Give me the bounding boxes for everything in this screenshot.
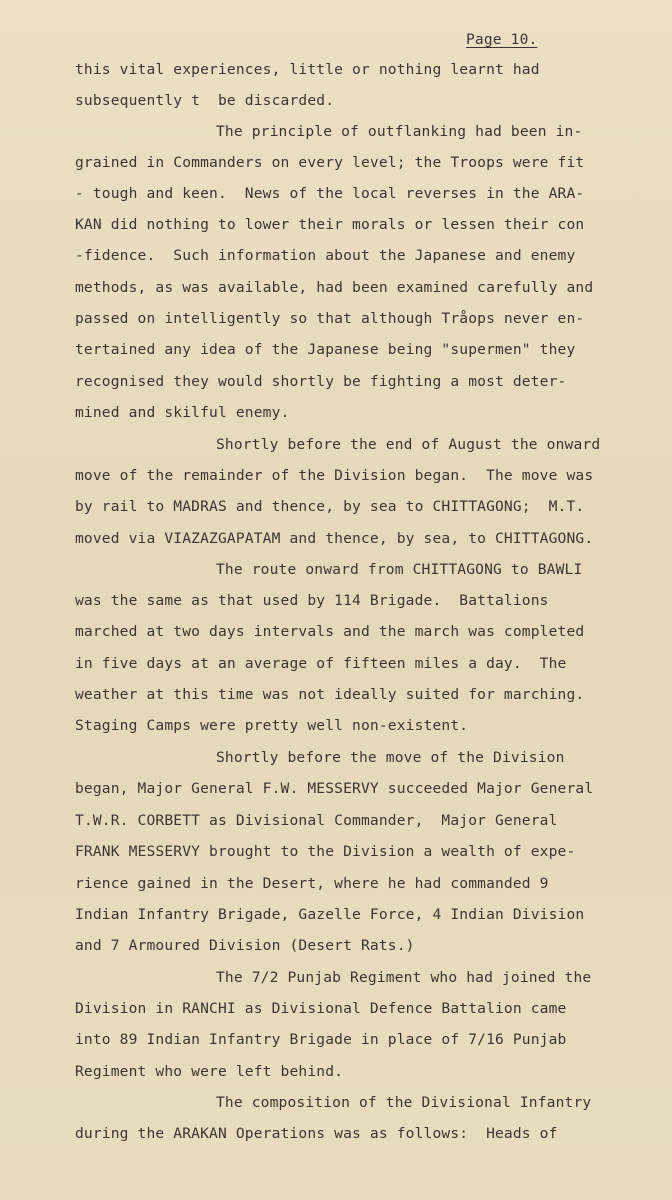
text-line: marched at two days intervals and the march was completed xyxy=(75,623,585,640)
text-line: KAN did nothing to lower their morals or lessen their con xyxy=(75,216,585,233)
text-line: The composition of the Divisional Infantry xyxy=(216,1094,592,1111)
text-line: recognised they would shortly be fighting a most deter- xyxy=(75,373,567,390)
text-line: Staging Camps were pretty well non-existent. xyxy=(75,717,469,734)
text-line: Indian Infantry Brigade, Gazelle Force, 4 Indian Division xyxy=(75,906,585,923)
text-line: The route onward from CHITTAGONG to BAWLI xyxy=(216,561,583,578)
text-line: weather at this time was not ideally suited for marching. xyxy=(75,686,585,703)
text-line: Shortly before the end of August the onward xyxy=(216,436,601,453)
text-line: The 7/2 Punjab Regiment who had joined the xyxy=(216,969,592,986)
text-line: subsequently t be discarded. xyxy=(75,92,335,109)
text-line: and 7 Armoured Division (Desert Rats.) xyxy=(75,937,415,954)
text-line: during the ARAKAN Operations was as follows: Heads of xyxy=(75,1125,558,1142)
text-line: - tough and keen. News of the local reverses in the ARA- xyxy=(75,185,585,202)
text-line: Division in RANCHI as Divisional Defence Battalion came xyxy=(75,1000,567,1017)
text-line: into 89 Indian Infantry Brigade in place of 7/16 Punjab xyxy=(75,1031,567,1048)
text-line: T.W.R. CORBETT as Divisional Commander, Major General xyxy=(75,812,558,829)
text-line: this vital experiences, little or nothing learnt had xyxy=(75,61,540,78)
text-line: Regiment who were left behind. xyxy=(75,1063,344,1080)
text-line: was the same as that used by 114 Brigade. Battalions xyxy=(75,592,549,609)
text-line: The principle of outflanking had been in- xyxy=(216,123,583,140)
text-line: rience gained in the Desert, where he had commanded 9 xyxy=(75,875,549,892)
text-line: Shortly before the move of the Division xyxy=(216,749,565,766)
text-line: by rail to MADRAS and thence, by sea to CHITTAGONG; M.T. xyxy=(75,498,585,515)
text-line: passed on intelligently so that although Tråops never en- xyxy=(75,310,585,327)
text-line: move of the remainder of the Division began. The move was xyxy=(75,467,594,484)
text-line: -fidence. Such information about the Japanese and enemy xyxy=(75,247,576,264)
text-line: in five days at an average of fifteen miles a day. The xyxy=(75,655,567,672)
text-line: grained in Commanders on every level; the Troops were fit xyxy=(75,154,585,171)
text-line: began, Major General F.W. MESSERVY succeeded Major General xyxy=(75,780,594,797)
text-line: methods, as was available, had been examined carefully and xyxy=(75,279,594,296)
text-line: moved via VIAZAZGAPATAM and thence, by sea, to CHITTAGONG. xyxy=(75,530,594,547)
text-line: tertained any idea of the Japanese being "supermen" they xyxy=(75,341,576,358)
text-line: mined and skilful enemy. xyxy=(75,404,290,421)
page-number: Page 10. xyxy=(466,31,538,48)
text-line: FRANK MESSERVY brought to the Division a wealth of expe- xyxy=(75,843,576,860)
